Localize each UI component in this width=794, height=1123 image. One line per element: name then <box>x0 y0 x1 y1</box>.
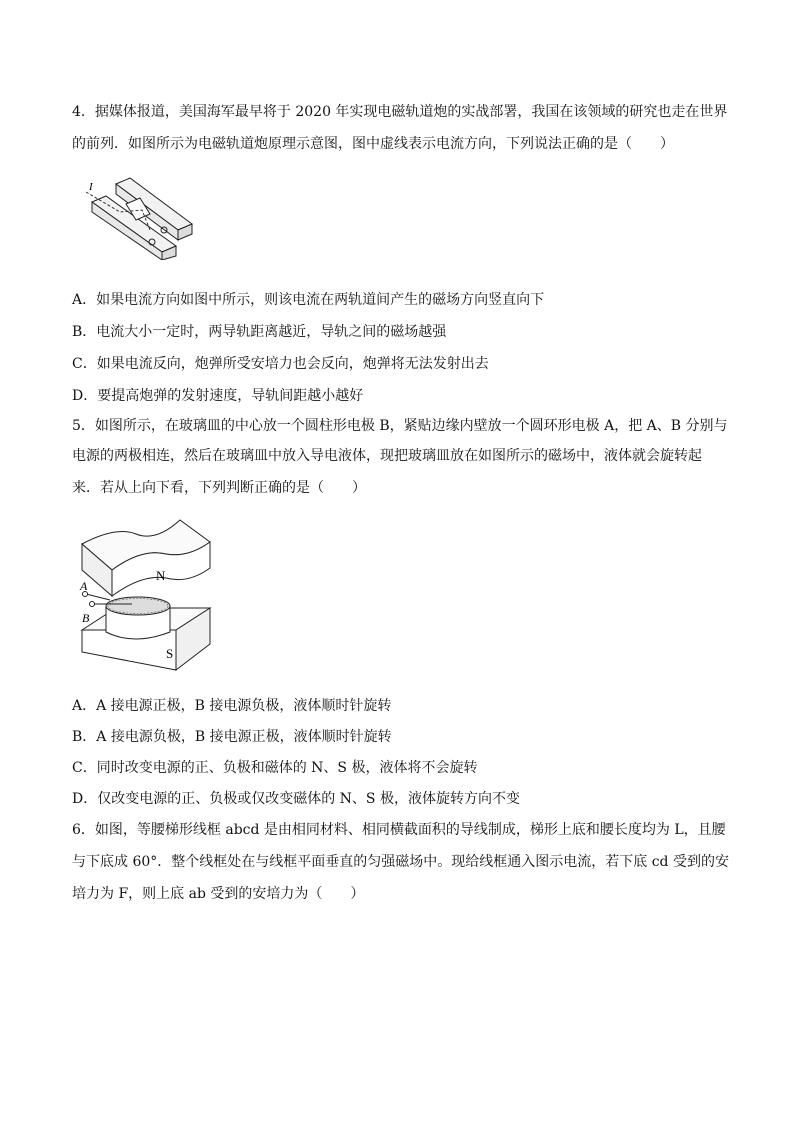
label-s: S <box>166 646 174 661</box>
q5-option-c[interactable]: C．同时改变电源的正、负极和磁体的 N、S 极，液体将不会旋转 <box>72 760 478 776</box>
q5-stem-line-2: 电源的两极相连，然后在玻璃皿中放入导电液体，现把玻璃皿放在如图所示的磁场中，液体就会旋转起 <box>72 448 702 464</box>
q4-stem-line-1: 4．据媒体报道，美国海军最早将于 2020 年实现电磁轨道炮的实战部署，我国在该领域的研究也走在世界 <box>72 104 728 120</box>
q6-stem-line-2: 与下底成 60°．整个线框处在与线框平面垂直的匀强磁场中。现给线框通入图示电流，若下底 cd 受到的安 <box>72 854 729 870</box>
q5-option-b[interactable]: B．A 接电源负极，B 接电源正极，液体顺时针旋转 <box>72 729 392 745</box>
q5-stem-line-3: 来．若从上向下看，下列判断正确的是（ ） <box>72 480 366 496</box>
q5-stem-line-1: 5．如图所示，在玻璃皿的中心放一个圆柱形电极 B，紧贴边缘内壁放一个圆环形电极 A，把 A、B 分别与 <box>72 418 728 434</box>
label-n: N <box>156 568 166 583</box>
q4-stem-line-2: 的前列．如图所示为电磁轨道炮原理示意图，图中虚线表示电流方向，下列说法正确的是（ ） <box>72 136 674 152</box>
label-a: A <box>80 579 88 593</box>
q4-option-a[interactable]: A．如果电流方向如图中所示，则该电流在两轨道间产生的磁场方向竖直向下 <box>72 292 545 308</box>
q6-stem-line-1: 6．如图，等腰梯形线框 abcd 是由相同材料、相同横截面积的导线制成，梯形上底和腰长度均为 L，且腰 <box>72 822 726 838</box>
magnet-dish-figure <box>76 512 220 680</box>
q4-option-c[interactable]: C．如果电流反向，炮弹所受安培力也会反向，炮弹将无法发射出去 <box>72 356 489 372</box>
q4-option-d[interactable]: D．要提高炮弹的发射速度，导轨间距越小越好 <box>72 388 364 404</box>
q5-option-d[interactable]: D．仅改变电源的正、负极或仅改变磁体的 N、S 极，液体旋转方向不变 <box>72 791 520 807</box>
label-b: B <box>82 611 90 625</box>
q5-option-a[interactable]: A．A 接电源正极，B 接电源负极，液体顺时针旋转 <box>72 698 392 714</box>
current-label-i: I <box>89 181 93 193</box>
q4-option-b[interactable]: B．电流大小一定时，两导轨距离越近，导轨之间的磁场越强 <box>72 324 447 340</box>
railgun-figure <box>80 172 200 260</box>
q6-stem-line-3: 培力为 F，则上底 ab 受到的安培力为（ ） <box>72 886 365 902</box>
